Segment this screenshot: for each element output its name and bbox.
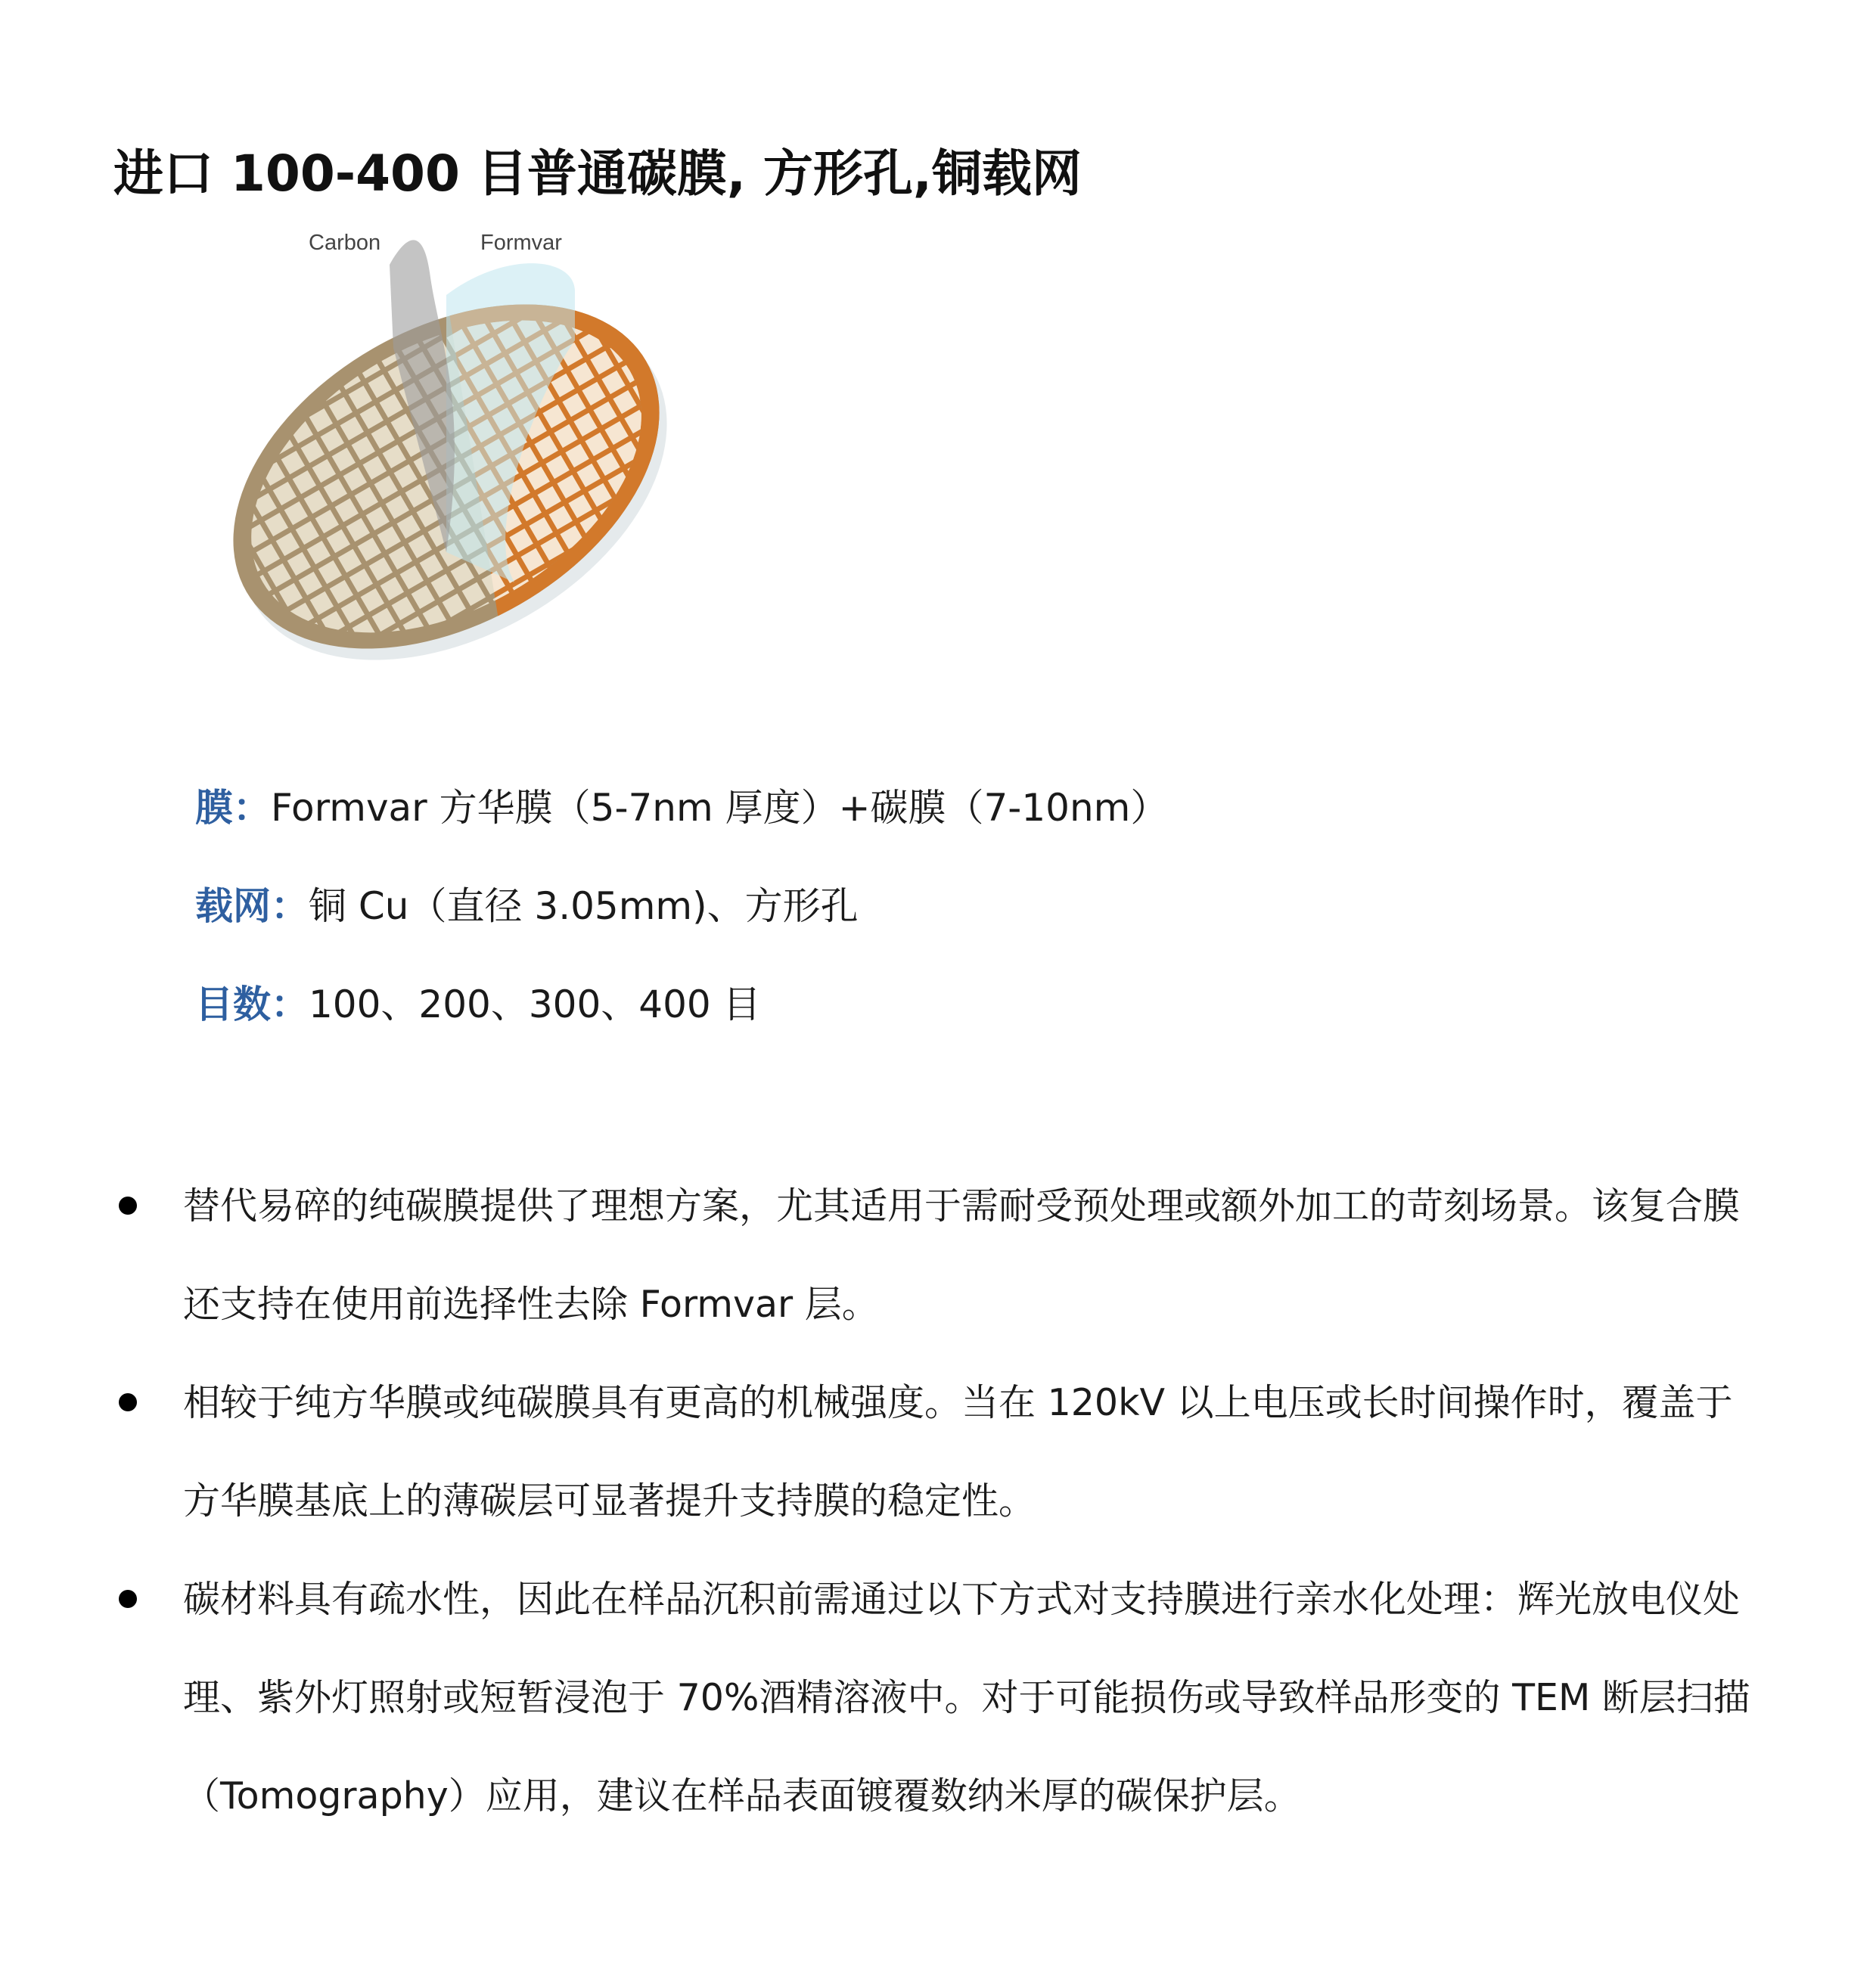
tem-grid-diagram xyxy=(219,227,719,681)
list-item-text: 替代易碎的纯碳膜提供了理想方案，尤其适用于需耐受预处理或额外加工的苛刻场景。该复合膜还支持在使用前选择性去除 Formvar 层。 xyxy=(183,1184,1741,1326)
list-item-text: 碳材料具有疏水性，因此在样品沉积前需通过以下方式对支持膜进行亲水化处理：辉光放电仪处理、紫外灯照射或短暂浸泡于 70%酒精溶液中。对于可能损伤或导致样品形变的 TEM 断层扫描（Tomography）应用，建议在样品表面镀覆数纳米厚的碳保护层。 xyxy=(183,1578,1750,1818)
spec-label: 载网： xyxy=(195,884,309,928)
spec-value: 100、200、300、400 目 xyxy=(309,983,761,1026)
bullet-icon xyxy=(119,1393,137,1411)
list-item xyxy=(113,1354,1763,1551)
list-item xyxy=(113,1157,1763,1354)
bullet-icon xyxy=(119,1590,137,1608)
spec-label: 目数： xyxy=(195,983,309,1026)
spec-mesh xyxy=(195,974,761,1029)
page-title: 进口 100-400 目普通碳膜, 方形孔,铜载网 xyxy=(113,144,1082,203)
formvar-label: Formvar xyxy=(480,231,562,255)
spec-grid xyxy=(195,876,859,930)
spec-label: 膜： xyxy=(195,786,271,830)
spec-value: 铜 Cu（直径 3.05mm)、方形孔 xyxy=(309,884,859,928)
list-item-text: 相较于纯方华膜或纯碳膜具有更高的机械强度。当在 120kV 以上电压或长时间操作时，覆盖于方华膜基底上的薄碳层可显著提升支持膜的稳定性。 xyxy=(183,1381,1733,1523)
spec-membrane xyxy=(195,778,1168,832)
carbon-label: Carbon xyxy=(309,231,381,255)
feature-list xyxy=(113,1157,1763,1845)
spec-value: Formvar 方华膜（5-7nm 厚度）+碳膜（7-10nm） xyxy=(271,786,1169,830)
list-item xyxy=(113,1551,1763,1845)
bullet-icon xyxy=(119,1197,137,1215)
tem-grid-illustration xyxy=(219,227,719,681)
